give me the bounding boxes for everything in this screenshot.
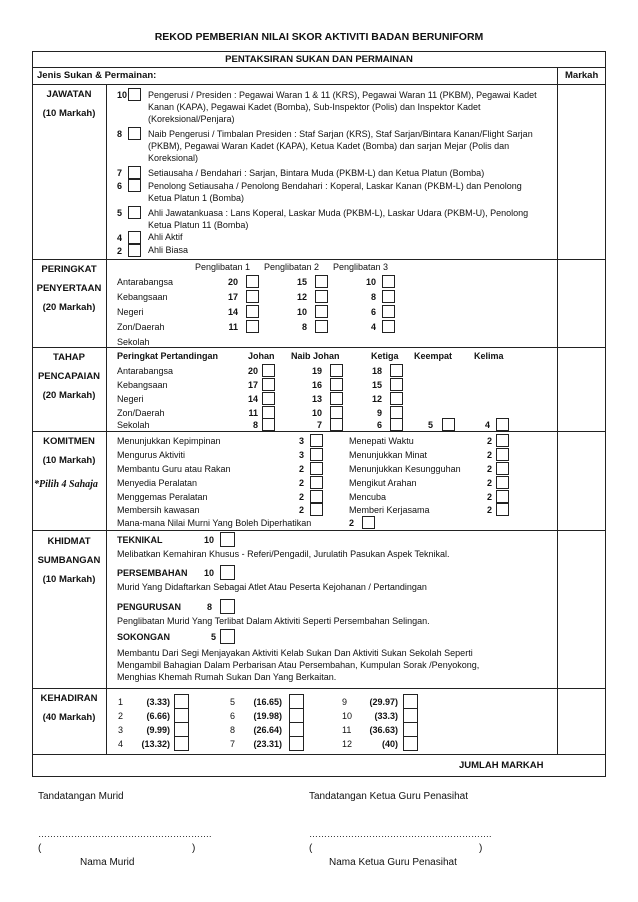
score-value: 5 (427, 420, 433, 430)
score-value: 2 (298, 464, 304, 474)
checkbox[interactable] (289, 708, 304, 723)
pengurusan-text: Penglibatan Murid Yang Terlibat Dalam Aktiviti Seperti Persembahan Selingan. (117, 616, 430, 626)
checkbox[interactable] (220, 629, 235, 644)
checkbox[interactable] (362, 516, 375, 529)
nama-guru-label: Nama Ketua Guru Penasihat (329, 857, 457, 868)
checkbox[interactable] (496, 490, 509, 503)
keempat-header: Keempat (414, 351, 453, 361)
jawatan-score: 7 (117, 168, 123, 178)
tandatangan-guru-label: Tandatangan Ketua Guru Penasihat (309, 791, 469, 802)
score-value: 17 (247, 380, 258, 390)
johan-header: Johan (248, 351, 275, 361)
persembahan-heading: PERSEMBAHAN (117, 568, 188, 578)
score-value: 10 (204, 568, 215, 578)
checkbox[interactable] (496, 476, 509, 489)
score-value: 12 (371, 394, 382, 404)
checkbox[interactable] (310, 476, 323, 489)
checkbox[interactable] (315, 290, 328, 303)
score-value: 10 (204, 535, 215, 545)
jawatan-score: 5 (117, 208, 123, 218)
bracket-open: ( (309, 843, 313, 854)
tahap-row-name: Zon/Daerah (117, 408, 165, 418)
score-value: 14 (247, 394, 258, 404)
jawatan-score: 10 (117, 90, 128, 100)
kehadiran-value: (9.99) (146, 725, 170, 735)
komitmen-item: Menggemas Peralatan (117, 492, 208, 502)
komitmen-item: Mengikut Arahan (349, 478, 417, 488)
checkbox[interactable] (262, 364, 275, 377)
score-value: 2 (298, 492, 304, 502)
checkbox[interactable] (220, 565, 235, 580)
checkbox[interactable] (310, 490, 323, 503)
checkbox[interactable] (262, 392, 275, 405)
checkbox[interactable] (330, 364, 343, 377)
score-value: 5 (211, 632, 217, 642)
jenis-sukan-label: Jenis Sukan & Permainan: (37, 70, 157, 81)
score-value: 2 (349, 518, 355, 528)
kehadiran-number: 3 (118, 725, 124, 735)
penglibatan-2-header: Penglibatan 2 (264, 262, 320, 272)
checkbox[interactable] (174, 708, 189, 723)
score-value: 6 (370, 307, 376, 317)
checkbox[interactable] (289, 722, 304, 737)
score-value: 10 (365, 277, 376, 287)
peringkat-label: PERINGKAT PENYERTAAN (20 Markah) (36, 264, 102, 313)
score-value: 15 (296, 277, 307, 287)
tahap-row-name: Negeri (117, 394, 144, 404)
checkbox[interactable] (382, 290, 395, 303)
checkbox[interactable] (330, 418, 343, 431)
kelima-header: Kelima (474, 351, 504, 361)
checkbox[interactable] (390, 364, 403, 377)
score-value: 2 (486, 492, 492, 502)
jawatan-score: 8 (117, 129, 123, 139)
jawatan-text: Pengerusi / Presiden : Pegawai Waran 1 & 11 (KRS), Pegawai Waran 11 (PKBM), Pegawai Kadet Kanan (KAPA), Pegawai Kadet (Bomba), Sub-Inspektor (Polis) dan Inspektor Kadet (Koreksional/Penjara) (148, 90, 537, 124)
kehadiran-value: (36.63) (369, 725, 398, 735)
ketiga-header: Ketiga (371, 351, 399, 361)
checkbox[interactable] (310, 434, 323, 447)
kehadiran-number: 8 (230, 725, 236, 735)
checkbox[interactable] (128, 88, 141, 101)
kehadiran-number: 4 (118, 739, 124, 749)
komitmen-item: Membersih kawasan (117, 505, 200, 515)
checkbox[interactable] (403, 722, 418, 737)
checkbox[interactable] (382, 305, 395, 318)
jawatan-score: 4 (117, 233, 123, 243)
kehadiran-number: 12 (342, 739, 353, 749)
score-value: 16 (311, 380, 322, 390)
score-value: 18 (371, 366, 382, 376)
tahap-row-name: Kebangsaan (117, 380, 168, 390)
checkbox[interactable] (246, 305, 259, 318)
kehadiran-value: (23.31) (253, 739, 282, 749)
kehadiran-number: 9 (342, 697, 348, 707)
score-value: 8 (207, 602, 213, 612)
peringkat-row-name: Antarabangsa (117, 277, 174, 287)
score-value: 15 (371, 380, 382, 390)
jawatan-text: Setiausaha / Bendahari : Sarjan, Bintara Muda (PKBM-L) dan Ketua Platun (Bomba) (148, 168, 485, 178)
kehadiran-number: 6 (230, 711, 236, 721)
checkbox[interactable] (246, 320, 259, 333)
score-value: 20 (247, 366, 258, 376)
checkbox[interactable] (174, 694, 189, 709)
score-value: 20 (227, 277, 238, 287)
checkbox[interactable] (330, 392, 343, 405)
komitmen-label: KOMITMEN (10 Markah) (42, 436, 96, 466)
kehadiran-value: (3.33) (146, 697, 170, 707)
checkbox[interactable] (496, 418, 509, 431)
komitmen-item: Mengurus Aktiviti (117, 450, 186, 460)
peringkat-row-name: Negeri (117, 307, 144, 317)
pengurusan-heading: PENGURUSAN (117, 602, 182, 612)
checkbox[interactable] (128, 206, 141, 219)
score-value: 2 (486, 505, 492, 515)
checkbox[interactable] (496, 503, 509, 516)
checkbox[interactable] (382, 320, 395, 333)
checkbox[interactable] (128, 244, 141, 257)
checkbox[interactable] (315, 305, 328, 318)
jawatan-score: 6 (117, 181, 123, 191)
kehadiran-value: (29.97) (369, 697, 398, 707)
kehadiran-value: (26.64) (253, 725, 282, 735)
markah-header: Markah (565, 70, 599, 81)
sokongan-heading: SOKONGAN (117, 632, 171, 642)
checkbox[interactable] (128, 179, 141, 192)
score-value: 2 (486, 436, 492, 446)
tahap-label: TAHAP PENCAPAIAN (20 Markah) (37, 352, 101, 401)
checkbox[interactable] (310, 462, 323, 475)
score-value: 19 (311, 366, 322, 376)
signature-line-murid: …………………………………………………. (38, 829, 212, 839)
kehadiran-number: 1 (118, 697, 124, 707)
sokongan-text: Membantu Dari Segi Menjayakan Aktiviti Kelab Sukan Dan Aktiviti Sukan Sekolah Seperti Mengambil Bahagian Dalam Perbarisan Atau Persembahan, Kumpulan Sorak /Penyokong, Menghias Khemah Rumah Sukan Dan Yang Berkaitan. (117, 648, 480, 682)
score-value: 8 (301, 322, 307, 332)
kehadiran-label: KEHADIRAN (40 Markah) (40, 693, 98, 723)
score-value: 13 (311, 394, 322, 404)
peringkat-row-name: Zon/Daerah (117, 322, 165, 332)
kehadiran-value: (16.65) (253, 697, 282, 707)
checkbox[interactable] (403, 694, 418, 709)
jumlah-markah-label: JUMLAH MARKAH (459, 760, 544, 771)
tahap-header: Peringkat Pertandingan (117, 351, 219, 361)
score-value: 7 (316, 420, 322, 430)
bracket-close: ) (192, 843, 196, 854)
checkbox[interactable] (390, 392, 403, 405)
score-value: 17 (227, 292, 238, 302)
score-value: 9 (376, 408, 382, 418)
kehadiran-number: 5 (230, 697, 236, 707)
jawatan-text: Ahli Biasa (148, 245, 189, 255)
jawatan-text: Ahli Jawatankuasa : Lans Koperal, Laskar Muda (PKBM-L), Laskar Udara (PKBM-U), Penolong Ketua Platun 11 (Bomba) (148, 208, 529, 230)
kehadiran-value: (40) (381, 739, 398, 749)
komitmen-item: Memberi Kerjasama (349, 505, 430, 515)
bracket-open: ( (38, 843, 42, 854)
khidmat-label: KHIDMAT SUMBANGAN (10 Markah) (37, 536, 101, 585)
checkbox[interactable] (220, 599, 235, 614)
checkbox[interactable] (246, 290, 259, 303)
checkbox[interactable] (128, 166, 141, 179)
score-value: 2 (486, 450, 492, 460)
checkbox[interactable] (310, 503, 323, 516)
score-value: 6 (376, 420, 382, 430)
tahap-row-name: Antarabangsa (117, 366, 174, 376)
checkbox[interactable] (496, 462, 509, 475)
komitmen-item: Menyedia Peralatan (117, 478, 198, 488)
checkbox[interactable] (289, 736, 304, 751)
page-title: REKOD PEMBERIAN NILAI SKOR AKTIVITI BADAN BERUNIFORM (154, 31, 484, 43)
komitmen-item: Menunjukkan Kesungguhan (349, 464, 461, 474)
komitmen-item: Menunjukkan Kepimpinan (117, 436, 221, 446)
kehadiran-number: 7 (230, 739, 236, 749)
checkbox[interactable] (403, 736, 418, 751)
kehadiran-number: 11 (342, 725, 352, 735)
kehadiran-number: 2 (118, 711, 124, 721)
kehadiran-value: (33.3) (374, 711, 398, 721)
penglibatan-1-header: Penglibatan 1 (195, 262, 251, 272)
score-value: 4 (484, 420, 490, 430)
checkbox[interactable] (289, 694, 304, 709)
peringkat-row-name: Sekolah (117, 337, 150, 347)
checkbox[interactable] (315, 320, 328, 333)
checkbox[interactable] (496, 434, 509, 447)
teknikal-heading: TEKNIKAL (117, 535, 163, 545)
kehadiran-number: 10 (342, 711, 353, 721)
checkbox[interactable] (174, 736, 189, 751)
score-value: 3 (298, 436, 304, 446)
checkbox[interactable] (390, 378, 403, 391)
checkbox[interactable] (442, 418, 455, 431)
checkbox[interactable] (262, 418, 275, 431)
score-value: 10 (296, 307, 307, 317)
checkbox[interactable] (174, 722, 189, 737)
score-value: 14 (227, 307, 238, 317)
nama-murid-label: Nama Murid (80, 857, 135, 868)
tahap-row-name: Sekolah (117, 420, 150, 430)
score-value: 11 (248, 408, 258, 418)
checkbox[interactable] (315, 275, 328, 288)
score-value: 2 (298, 478, 304, 488)
penglibatan-3-header: Penglibatan 3 (333, 262, 389, 272)
score-value: 3 (298, 450, 304, 460)
jawatan-text: Ahli Aktif (148, 232, 183, 242)
checkbox[interactable] (128, 127, 141, 140)
teknikal-text: Melibatkan Kemahiran Khusus - Referi/Pengadil, Jurulatih Pasukan Aspek Teknikal. (117, 549, 450, 559)
peringkat-row-name: Kebangsaan (117, 292, 168, 302)
checkbox[interactable] (310, 448, 323, 461)
checkbox[interactable] (382, 275, 395, 288)
checkbox[interactable] (496, 448, 509, 461)
naib-johan-header: Naib Johan (291, 351, 340, 361)
bracket-close: ) (479, 843, 483, 854)
jawatan-label: JAWATAN (10 Markah) (42, 89, 96, 119)
checkbox[interactable] (403, 708, 418, 723)
kehadiran-value: (13.32) (141, 739, 170, 749)
jawatan-text: Penolong Setiausaha / Penolong Bendahari : Koperal, Laskar Kanan (PKBM-L) dan Penolong Ketua Platun 1 (Bomba) (148, 181, 522, 203)
signature-line-guru: ……………………………………………………. (309, 829, 492, 839)
jawatan-text: Naib Pengerusi / Timbalan Presiden : Staf Sarjan (KRS), Staf Sarjan/Bintara Kanan/Flight Sarjan (PKBM), Pegawai Waran Kadet (KAPA), Ketua Kadet (Bomba) dan sarjan Mejar (Polis dan Koreksional) (148, 129, 533, 163)
komitmen-item: Mana-mana Nilai Murni Yang Boleh Diperhatikan (117, 518, 312, 528)
score-value: 8 (252, 420, 258, 430)
komitmen-item: Membantu Guru atau Rakan (117, 464, 231, 474)
checkbox[interactable] (128, 231, 141, 244)
checkbox[interactable] (330, 378, 343, 391)
score-value: 10 (311, 408, 322, 418)
checkbox[interactable] (220, 532, 235, 547)
checkbox[interactable] (262, 378, 275, 391)
score-value: 2 (298, 505, 304, 515)
komitmen-item: Menunjukkan Minat (349, 450, 428, 460)
komitmen-item: Menepati Waktu (349, 436, 414, 446)
score-value: 2 (486, 464, 492, 474)
checkbox[interactable] (390, 418, 403, 431)
kehadiran-value: (19.98) (253, 711, 282, 721)
persembahan-text: Murid Yang Didaftarkan Sebagai Atlet Atau Peserta Kejohanan / Pertandingan (117, 582, 427, 592)
kehadiran-value: (6.66) (146, 711, 170, 721)
checkbox[interactable] (246, 275, 259, 288)
score-value: 4 (370, 322, 376, 332)
tandatangan-murid-label: Tandatangan Murid (38, 791, 124, 802)
jawatan-score: 2 (117, 246, 123, 256)
score-value: 2 (486, 478, 492, 488)
komitmen-item: Mencuba (349, 492, 387, 502)
komitmen-note: *Pilih 4 Sahaja (34, 479, 98, 490)
section-subtitle: PENTAKSIRAN SUKAN DAN PERMAINAN (225, 54, 413, 65)
score-value: 11 (228, 322, 238, 332)
score-value: 12 (296, 292, 307, 302)
score-value: 8 (370, 292, 376, 302)
